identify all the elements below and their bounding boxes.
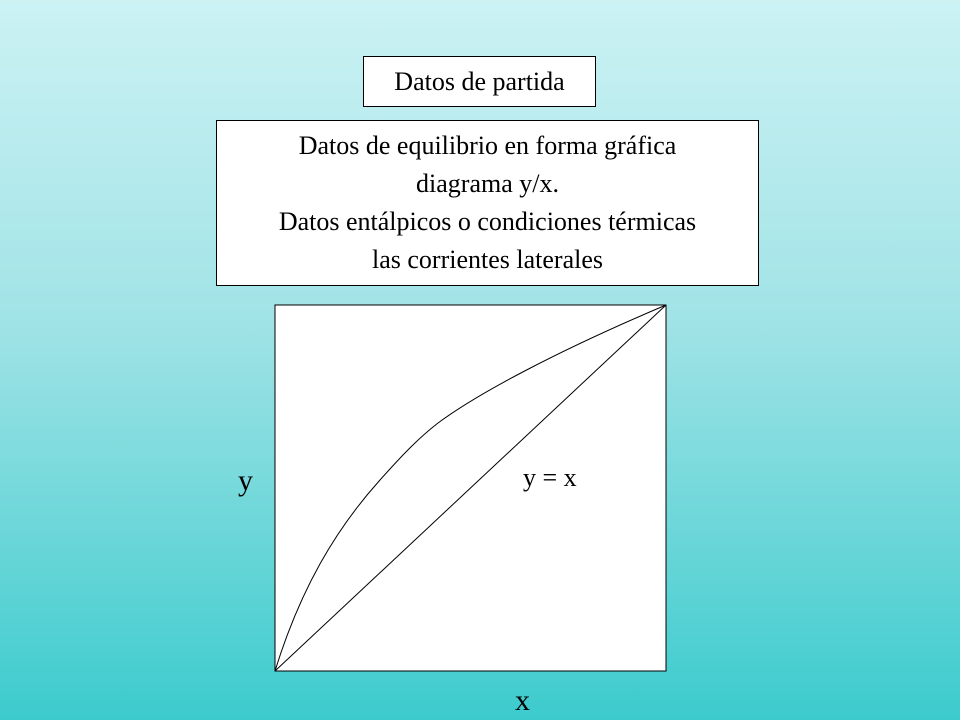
info-line-1: Datos de equilibrio en forma gráfica — [298, 131, 677, 160]
info-line-4: las corrientes laterales — [372, 245, 603, 274]
info-line-3: Datos entálpicos o condiciones térmicas — [278, 207, 697, 236]
x-axis-label: x — [515, 684, 530, 717]
info-line-2: diagrama y/x. — [416, 169, 559, 198]
diagonal-label: y = x — [523, 463, 577, 492]
title-text: Datos de partida — [394, 67, 565, 96]
y-axis-label: y — [238, 464, 253, 497]
